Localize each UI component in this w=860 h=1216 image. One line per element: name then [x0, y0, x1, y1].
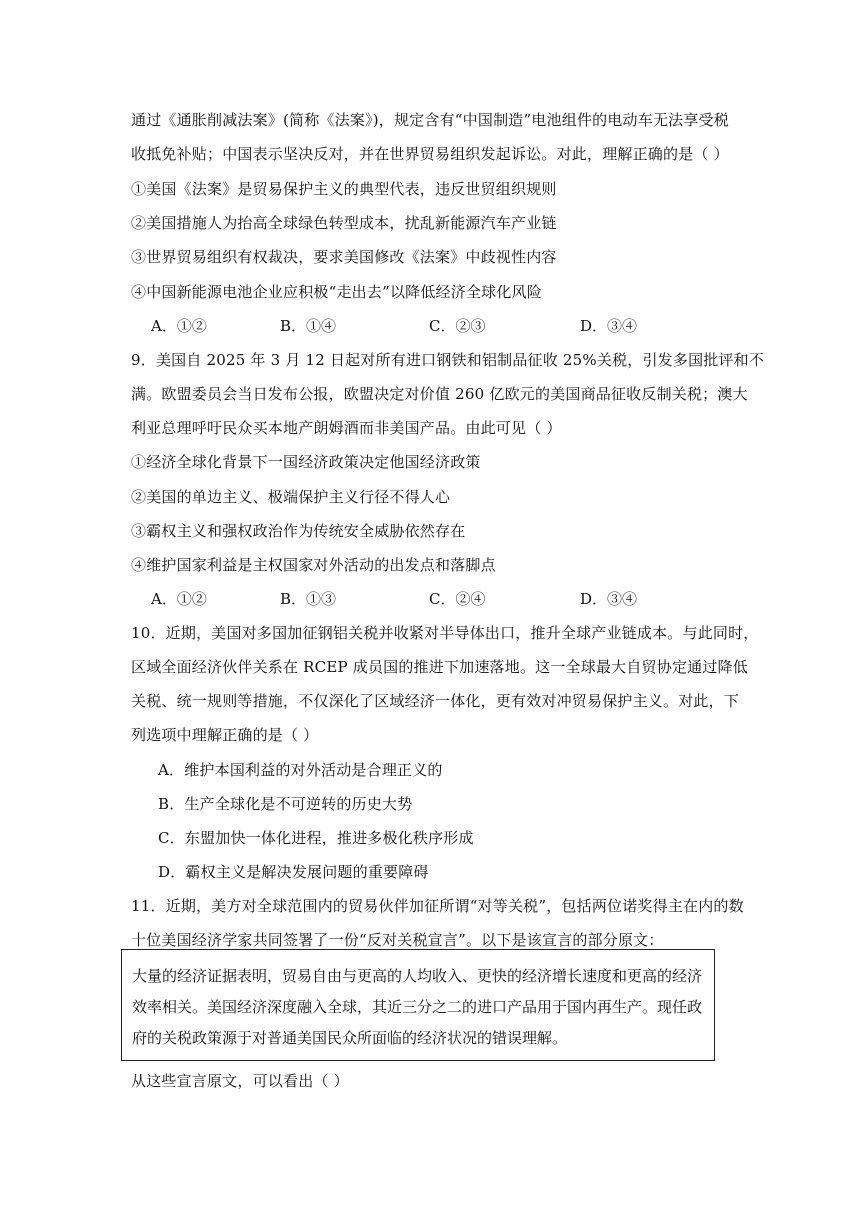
q10-option-c: C．东盟加快一体化进程，推进多极化秩序形成 [158, 829, 474, 847]
q11-question-line: 从这些宣言原文，可以看出（ ） [131, 1072, 349, 1090]
q9-option-a: A．①② [151, 590, 207, 608]
quote-line: 府的关税政策源于对普通美国民众所面临的经济状况的错误理解。 [132, 1029, 568, 1047]
q9-stem-line: 利亚总理呼吁民众买本地产朗姆酒而非美国产品。由此可见（ ） [131, 419, 562, 437]
q9-option-c: C．②④ [429, 590, 486, 608]
q8-statement-4: ④中国新能源电池企业应积极“走出去”以降低经济全球化风险 [131, 283, 542, 301]
q8-option-d: D．③④ [580, 317, 638, 335]
q9-option-d: D．③④ [580, 590, 638, 608]
q10-option-b: B．生产全球化是不可逆转的历史大势 [158, 795, 413, 813]
q10-stem-line: 关税、统一规则等措施，不仅深化了区域经济一体化，更有效对冲贸易保护主义。对此，下 [131, 692, 740, 710]
q10-stem-line: 10．近期，美国对多国加征钢铝关税并收紧对半导体出口，推升全球产业链成本。与此同时， [131, 624, 759, 642]
quote-line: 大量的经济证据表明，贸易自由与更高的人均收入、更快的经济增长速度和更高的经济 [132, 967, 703, 985]
q9-statement-3: ③霸权主义和强权政治作为传统安全威胁依然存在 [131, 522, 466, 540]
q11-stem-line: 十位美国经济学家共同签署了一份“反对关税宣言”。以下是该宣言的部分原文： [131, 931, 664, 949]
declaration-quote-box [121, 949, 715, 1061]
q9-statement-2: ②美国的单边主义、极端保护主义行径不得人心 [131, 488, 451, 506]
q9-stem-line: 9．美国自 2025 年 3 月 12 日起对所有进口钢铁和铝制品征收 25%关税，引发多国批评和不 [131, 351, 765, 369]
q9-stem-line: 满。欧盟委员会当日发布公报，欧盟决定对价值 260 亿欧元的美国商品征收反制关税；澳大 [131, 385, 748, 403]
q10-option-a: A．维护本国利益的对外活动是合理正义的 [158, 761, 443, 779]
q8-stem-line: 收抵免补贴；中国表示坚决反对，并在世界贸易组织发起诉讼。对此，理解正确的是（ ） [131, 145, 729, 163]
q8-statement-1: ①美国《法案》是贸易保护主义的典型代表，违反世贸组织规则 [131, 180, 557, 198]
q9-option-b: B．①③ [280, 590, 337, 608]
q11-stem-line: 11．近期，美方对全球范围内的贸易伙伴加征所谓“对等关税”，包括两位诺奖得主在内的数 [131, 897, 744, 915]
q8-statement-3: ③世界贸易组织有权裁决，要求美国修改《法案》中歧视性内容 [131, 248, 557, 266]
q8-option-a: A．①② [151, 317, 207, 335]
q10-option-d: D．霸权主义是解决发展问题的重要障碍 [158, 863, 429, 881]
q8-statement-2: ②美国措施人为抬高全球绿色转型成本，扰乱新能源汽车产业链 [131, 214, 557, 232]
q10-stem-line: 区域全面经济伙伴关系在 RCEP 成员国的推进下加速落地。这一全球最大自贸协定通过降低 [131, 658, 748, 676]
q9-statement-1: ①经济全球化背景下一国经济政策决定他国经济政策 [131, 453, 481, 471]
q8-option-b: B．①④ [280, 317, 337, 335]
q8-option-c: C．②③ [429, 317, 486, 335]
quote-line: 效率相关。美国经济深度融入全球，其近三分之二的进口产品用于国内再生产。现任政 [132, 998, 703, 1016]
q10-stem-line: 列选项中理解正确的是（ ） [131, 726, 319, 744]
q8-stem-line: 通过《通胀削减法案》(简称《法案》)，规定含有“中国制造”电池组件的电动车无法享受税 [131, 111, 729, 129]
q9-statement-4: ④维护国家利益是主权国家对外活动的出发点和落脚点 [131, 556, 496, 574]
